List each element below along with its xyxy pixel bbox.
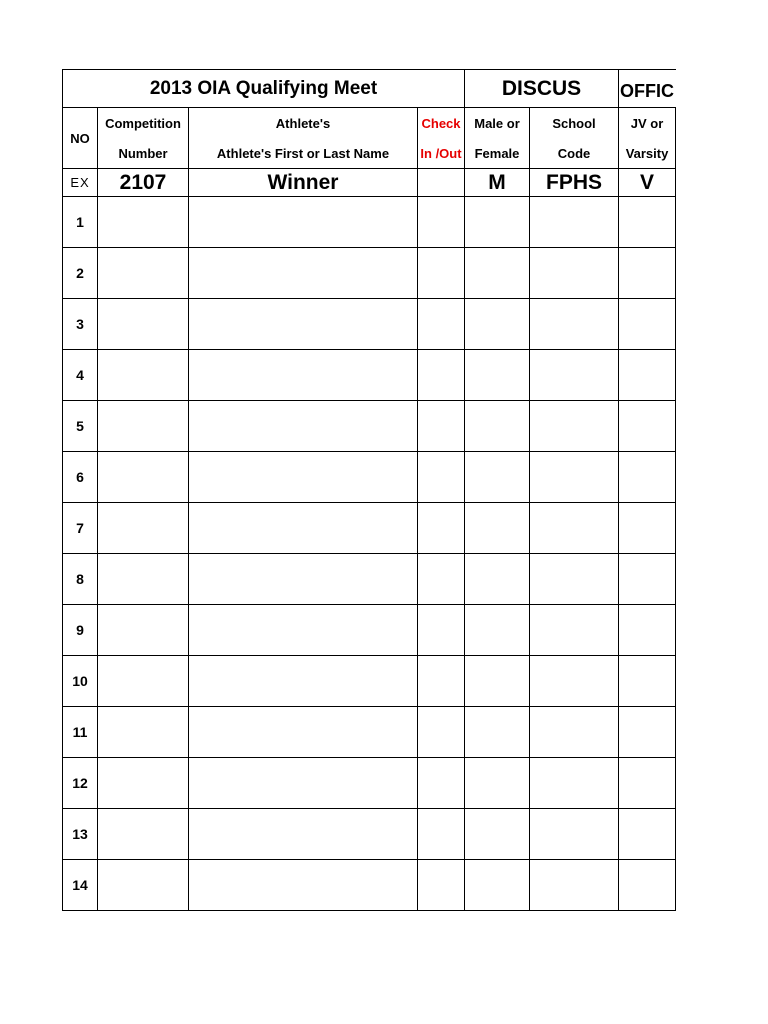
row-number: 10 (63, 656, 98, 707)
entry-row (63, 401, 676, 452)
competition-number-cell[interactable] (98, 758, 189, 809)
gender-cell[interactable] (465, 656, 530, 707)
event-name: DISCUS (465, 70, 619, 108)
row-number: 7 (63, 503, 98, 554)
gender-cell[interactable] (465, 809, 530, 860)
athlete-name-cell[interactable] (189, 350, 418, 401)
row-number: 5 (63, 401, 98, 452)
check-cell[interactable] (418, 605, 465, 656)
entry-row (63, 197, 676, 248)
header-competition-line1: Competition (98, 108, 189, 139)
level-cell[interactable] (619, 707, 676, 758)
header-school-line1: School (530, 108, 619, 139)
level-cell[interactable] (619, 248, 676, 299)
header-gender-line1: Male or (465, 108, 530, 139)
school-code-cell[interactable] (530, 503, 619, 554)
school-code-cell[interactable] (530, 809, 619, 860)
school-code-cell[interactable] (530, 860, 619, 911)
level-cell[interactable] (619, 605, 676, 656)
school-code-cell[interactable] (530, 656, 619, 707)
row-number: 8 (63, 554, 98, 605)
example-level: V (619, 169, 676, 197)
competition-number-cell[interactable] (98, 809, 189, 860)
school-code-cell[interactable] (530, 248, 619, 299)
header-row-top (63, 108, 676, 139)
check-cell[interactable] (418, 809, 465, 860)
gender-cell[interactable] (465, 248, 530, 299)
athlete-name-cell[interactable] (189, 503, 418, 554)
level-cell[interactable] (619, 401, 676, 452)
entry-row (63, 452, 676, 503)
check-cell[interactable] (418, 350, 465, 401)
competition-number-cell[interactable] (98, 452, 189, 503)
competition-number-cell[interactable] (98, 656, 189, 707)
gender-cell[interactable] (465, 299, 530, 350)
competition-number-cell[interactable] (98, 248, 189, 299)
gender-cell[interactable] (465, 197, 530, 248)
competition-number-cell[interactable] (98, 197, 189, 248)
level-cell[interactable] (619, 197, 676, 248)
entry-row (63, 299, 676, 350)
check-cell[interactable] (418, 554, 465, 605)
row-number: 2 (63, 248, 98, 299)
example-row (63, 169, 676, 197)
example-check (418, 169, 465, 197)
check-cell[interactable] (418, 401, 465, 452)
athlete-name-cell[interactable] (189, 554, 418, 605)
check-cell[interactable] (418, 503, 465, 554)
athlete-name-cell[interactable] (189, 707, 418, 758)
check-cell[interactable] (418, 758, 465, 809)
row-number: 4 (63, 350, 98, 401)
gender-cell[interactable] (465, 605, 530, 656)
level-cell[interactable] (619, 452, 676, 503)
check-cell[interactable] (418, 299, 465, 350)
row-number: 3 (63, 299, 98, 350)
entry-table (62, 69, 676, 911)
competition-number-cell[interactable] (98, 401, 189, 452)
row-number: 14 (63, 860, 98, 911)
athlete-name-cell[interactable] (189, 758, 418, 809)
header-check-line2: In /Out (418, 138, 465, 169)
school-code-cell[interactable] (530, 758, 619, 809)
competition-number-cell[interactable] (98, 350, 189, 401)
example-label: EX (63, 169, 98, 197)
entry-row (63, 860, 676, 911)
row-number: 9 (63, 605, 98, 656)
competition-number-cell[interactable] (98, 707, 189, 758)
gender-cell[interactable] (465, 350, 530, 401)
athlete-name-cell[interactable] (189, 656, 418, 707)
athlete-name-cell[interactable] (189, 860, 418, 911)
level-cell[interactable] (619, 809, 676, 860)
entry-row (63, 554, 676, 605)
header-no: NO (63, 108, 98, 169)
entry-row (63, 503, 676, 554)
header-level-line1: JV or (619, 108, 676, 139)
row-number: 12 (63, 758, 98, 809)
header-school-line2: Code (530, 138, 619, 169)
row-number: 11 (63, 707, 98, 758)
level-cell[interactable] (619, 860, 676, 911)
level-cell[interactable] (619, 503, 676, 554)
school-code-cell[interactable] (530, 452, 619, 503)
gender-cell[interactable] (465, 860, 530, 911)
gender-cell[interactable] (465, 401, 530, 452)
official-label: OFFIC (619, 70, 676, 108)
sheet-title: 2013 OIA Qualifying Meet (63, 70, 465, 108)
header-level-line2: Varsity (619, 138, 676, 169)
gender-cell[interactable] (465, 503, 530, 554)
level-cell[interactable] (619, 656, 676, 707)
athlete-name-cell[interactable] (189, 452, 418, 503)
entry-row (63, 809, 676, 860)
gender-cell[interactable] (465, 554, 530, 605)
row-number: 6 (63, 452, 98, 503)
check-cell[interactable] (418, 860, 465, 911)
athlete-name-cell[interactable] (189, 401, 418, 452)
school-code-cell[interactable] (530, 554, 619, 605)
header-athlete-line2: Athlete's First or Last Name (189, 138, 418, 169)
competition-number-cell[interactable] (98, 860, 189, 911)
school-code-cell[interactable] (530, 707, 619, 758)
row-number: 13 (63, 809, 98, 860)
school-code-cell[interactable] (530, 605, 619, 656)
check-cell[interactable] (418, 197, 465, 248)
gender-cell[interactable] (465, 452, 530, 503)
row-number: 1 (63, 197, 98, 248)
competition-number-cell[interactable] (98, 503, 189, 554)
check-cell[interactable] (418, 707, 465, 758)
entry-row (63, 758, 676, 809)
competition-number-cell[interactable] (98, 605, 189, 656)
header-check-line1: Check (418, 108, 465, 139)
school-code-cell[interactable] (530, 350, 619, 401)
athlete-name-cell[interactable] (189, 605, 418, 656)
athlete-name-cell[interactable] (189, 809, 418, 860)
competition-number-cell[interactable] (98, 299, 189, 350)
check-cell[interactable] (418, 248, 465, 299)
check-cell[interactable] (418, 452, 465, 503)
level-cell[interactable] (619, 758, 676, 809)
athlete-name-cell[interactable] (189, 299, 418, 350)
athlete-name-cell[interactable] (189, 248, 418, 299)
level-cell[interactable] (619, 299, 676, 350)
level-cell[interactable] (619, 554, 676, 605)
example-gender: M (465, 169, 530, 197)
gender-cell[interactable] (465, 758, 530, 809)
entry-sheet (62, 69, 675, 914)
entry-row (63, 656, 676, 707)
header-competition-line2: Number (98, 138, 189, 169)
level-cell[interactable] (619, 350, 676, 401)
check-cell[interactable] (418, 656, 465, 707)
athlete-name-cell[interactable] (189, 197, 418, 248)
header-gender-line2: Female (465, 138, 530, 169)
header-athlete-line1: Athlete's (189, 108, 418, 139)
entry-row (63, 248, 676, 299)
school-code-cell[interactable] (530, 197, 619, 248)
competition-number-cell[interactable] (98, 554, 189, 605)
example-school-code: FPHS (530, 169, 619, 197)
school-code-cell[interactable] (530, 299, 619, 350)
header-row-bottom (63, 138, 676, 169)
entry-row (63, 605, 676, 656)
entry-row (63, 707, 676, 758)
example-athlete-name: Winner (189, 169, 418, 197)
school-code-cell[interactable] (530, 401, 619, 452)
example-competition-number: 2107 (98, 169, 189, 197)
title-row (63, 70, 676, 108)
gender-cell[interactable] (465, 707, 530, 758)
entry-row (63, 350, 676, 401)
